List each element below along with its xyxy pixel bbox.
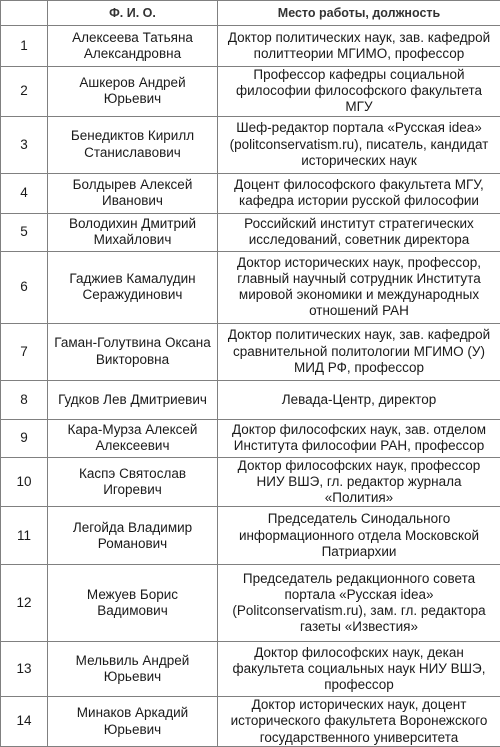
row-job: Доктор политических наук, зав. кафедрой сравнительной политологии МГИМО (У) МИД РФ, профессор bbox=[218, 323, 500, 380]
table-row bbox=[1, 507, 500, 565]
row-job: Доктор философских наук, декан факультета социальных наук НИУ ВШЭ, профессор bbox=[218, 642, 500, 697]
row-name: Бенедиктов Кирилл Станиславович bbox=[48, 116, 218, 173]
row-number: 7 bbox=[1, 323, 48, 380]
row-number: 11 bbox=[1, 507, 48, 565]
row-number: 10 bbox=[1, 457, 48, 507]
row-number: 4 bbox=[1, 173, 48, 213]
row-number: 6 bbox=[1, 251, 48, 323]
row-number: 14 bbox=[1, 697, 48, 747]
row-number: 3 bbox=[1, 116, 48, 173]
table-row bbox=[1, 380, 500, 419]
row-job: Профессор кафедры социальной философии философского факультета МГУ bbox=[218, 67, 500, 117]
row-job: Доктор исторических наук, доцент исторического факультета Воронежского государственного университета bbox=[218, 697, 500, 747]
table-row bbox=[1, 323, 500, 380]
row-job: Левада-Центр, директор bbox=[218, 380, 500, 419]
row-name: Кара-Мурза Алексей Алексеевич bbox=[48, 419, 218, 457]
row-name: Легойда Владимир Романович bbox=[48, 507, 218, 565]
table-row bbox=[1, 116, 500, 173]
row-number: 5 bbox=[1, 213, 48, 251]
header-job: Место работы, должность bbox=[218, 1, 500, 26]
table-row bbox=[1, 457, 500, 507]
row-name: Алексеева Татьяна Александровна bbox=[48, 26, 218, 67]
row-name: Гаджиев Камалудин Серажудинович bbox=[48, 251, 218, 323]
table-row bbox=[1, 173, 500, 213]
row-name: Болдырев Алексей Иванович bbox=[48, 173, 218, 213]
row-number: 12 bbox=[1, 565, 48, 642]
table-row bbox=[1, 67, 500, 117]
row-name: Гаман-Голутвина Оксана Викторовна bbox=[48, 323, 218, 380]
table-row bbox=[1, 26, 500, 67]
row-name: Минаков Аркадий Юрьевич bbox=[48, 697, 218, 747]
row-name: Каспэ Святослав Игоревич bbox=[48, 457, 218, 507]
header-row bbox=[1, 1, 500, 26]
row-job: Доцент философского факультета МГУ, кафедра истории русской философии bbox=[218, 173, 500, 213]
header-number bbox=[1, 1, 48, 26]
row-name: Ашкеров Андрей Юрьевич bbox=[48, 67, 218, 117]
header-name: Ф. И. О. bbox=[48, 1, 218, 26]
row-name: Володихин Дмитрий Михайлович bbox=[48, 213, 218, 251]
row-job: Доктор философских наук, профессор НИУ ВШЭ, гл. редактор журнала «Полития» bbox=[218, 457, 500, 507]
row-number: 13 bbox=[1, 642, 48, 697]
row-number: 9 bbox=[1, 419, 48, 457]
row-job: Доктор политических наук, зав. кафедрой политтеории МГИМО, профессор bbox=[218, 26, 500, 67]
row-job: Российский институт стратегических исследований, советник директора bbox=[218, 213, 500, 251]
row-job: Доктор философских наук, зав. отделом Института философии РАН, профессор bbox=[218, 419, 500, 457]
row-name: Межуев Борис Вадимович bbox=[48, 565, 218, 642]
row-job: Председатель Синодального информационного отдела Московской Патриархии bbox=[218, 507, 500, 565]
table-row bbox=[1, 419, 500, 457]
table-row bbox=[1, 251, 500, 323]
table-row bbox=[1, 213, 500, 251]
row-number: 1 bbox=[1, 26, 48, 67]
row-number: 8 bbox=[1, 380, 48, 419]
row-number: 2 bbox=[1, 67, 48, 117]
table-row bbox=[1, 565, 500, 642]
table-row bbox=[1, 697, 500, 747]
row-job: Председатель редакционного совета портала «Русская idea» (Politconservatism.ru), зам. гл. редактора газеты «Известия» bbox=[218, 565, 500, 642]
row-name: Мельвиль Андрей Юрьевич bbox=[48, 642, 218, 697]
row-name: Гудков Лев Дмитриевич bbox=[48, 380, 218, 419]
row-job: Шеф-редактор портала «Русская idea» (politconservatism.ru), писатель, кандидат исторических наук bbox=[218, 116, 500, 173]
row-job: Доктор исторических наук, профессор, главный научный сотрудник Института мировой экономики и международных отношений РАН bbox=[218, 251, 500, 323]
table-row bbox=[1, 642, 500, 697]
